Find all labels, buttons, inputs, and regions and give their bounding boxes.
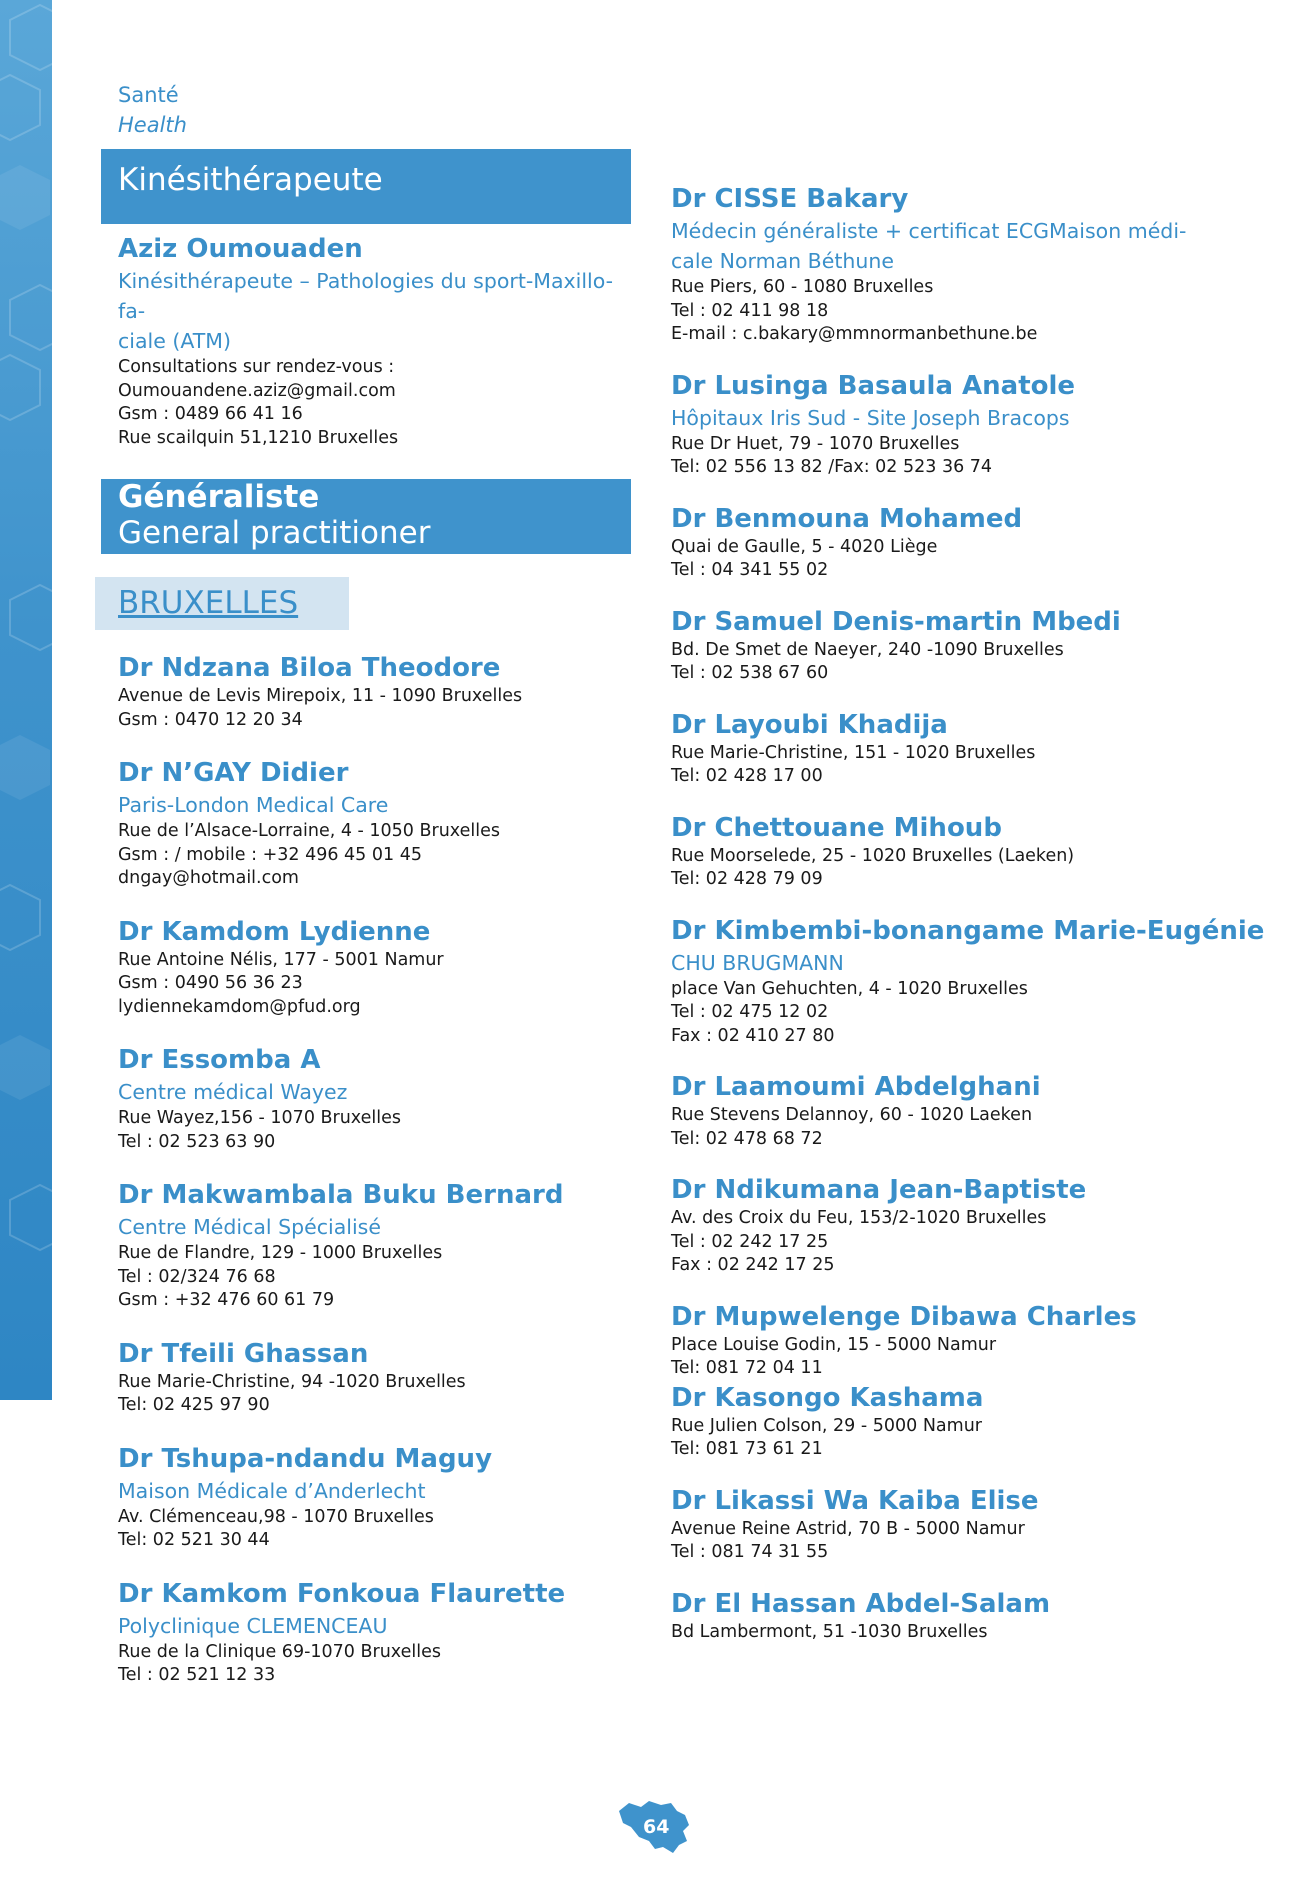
- doctor-name: Dr Tfeili Ghassan: [118, 1338, 369, 1369]
- doctor-contact-line: Rue Moorselede, 25 - 1020 Bruxelles (Laeken): [671, 845, 1075, 866]
- doctor-contact-line: Tel : 02/324 76 68: [118, 1266, 276, 1287]
- section-tag: [118, 80, 187, 140]
- doctor-contact-line: Gsm : 0490 56 36 23: [118, 973, 303, 993]
- doctor-name: Dr Essomba A: [118, 1045, 321, 1075]
- doctor-contact-line: Tel : 081 74 31 55: [671, 1542, 829, 1562]
- doctor-contact-line: Tel : 02 521 12 33: [118, 1665, 276, 1685]
- doctor-name: Dr Tshupa-ndandu Maguy: [118, 1443, 493, 1474]
- page-number: 64: [643, 1816, 670, 1838]
- generalist-section-header: [101, 479, 631, 554]
- kine-entries: [118, 232, 638, 450]
- section-tag-fr: Santé: [118, 83, 179, 107]
- doctor-contact-line: Tel : 02 411 98 18: [671, 300, 829, 321]
- city-tab-label: BRUXELLES: [118, 585, 299, 621]
- doctor-name: Dr Laamoumi Abdelghani: [671, 1072, 1041, 1102]
- doctor-affiliation: Hôpitaux Iris Sud - Site Joseph Bracops: [671, 405, 1070, 430]
- doctor-contact-line: Place Louise Godin, 15 - 5000 Namur: [671, 1334, 997, 1355]
- doctor-entry: [118, 232, 638, 450]
- doctor-contact-line: Gsm : +32 476 60 61 79: [118, 1290, 335, 1310]
- doctor-entry: [671, 1173, 1231, 1278]
- doctor-contact-line: Rue de la Clinique 69-1070 Bruxelles: [118, 1641, 441, 1662]
- doctor-affiliation: Médecin généraliste + certificat ECGMaison médi-: [671, 219, 1187, 243]
- doctor-contact-line: E-mail : c.bakary@mmnormanbethune.be: [671, 324, 1038, 344]
- doctor-entry: [671, 1300, 1231, 1381]
- doctor-contact-line: Av. des Croix du Feu, 153/2-1020 Bruxelles: [671, 1208, 1047, 1228]
- doctor-name: Dr Layoubi Khadija: [671, 709, 948, 740]
- doctor-contact-line: dngay@hotmail.com: [118, 868, 299, 888]
- doctor-contact-line: Avenue Reine Astrid, 70 B - 5000 Namur: [671, 1518, 1025, 1539]
- doctor-name: Dr N’GAY Didier: [118, 758, 349, 788]
- doctor-contact-line: Gsm : / mobile : +32 496 45 01 45: [118, 844, 422, 865]
- doctor-name: Dr Kimbembi-bonangame Marie-Eugénie: [671, 915, 1265, 946]
- doctor-contact-line: Rue Dr Huet, 79 - 1070 Bruxelles: [671, 433, 960, 454]
- doctor-entry: [118, 1577, 638, 1688]
- doctor-entry: [118, 1178, 638, 1313]
- doctor-contact-line: place Van Gehuchten, 4 - 1020 Bruxelles: [671, 978, 1028, 999]
- generalist-title-fr: Généraliste: [118, 479, 320, 515]
- kine-section-title: Kinésithérapeute: [118, 162, 383, 198]
- doctor-contact-line: Tel: 02 428 79 09: [671, 869, 823, 889]
- left-directory-column: [118, 651, 638, 1688]
- doctor-name: Dr Kasongo Kashama: [671, 1382, 984, 1413]
- doctor-contact-line: Gsm : 0489 66 41 16: [118, 404, 303, 424]
- doctor-contact-line: Quai de Gaulle, 5 - 4020 Liège: [671, 536, 938, 557]
- doctor-contact-line: Bd Lambermont, 51 -1030 Bruxelles: [671, 1621, 988, 1642]
- doctor-name: Dr Likassi Wa Kaiba Elise: [671, 1485, 1039, 1516]
- doctor-contact-line: Av. Clémenceau,98 - 1070 Bruxelles: [118, 1506, 434, 1527]
- generalist-title-en: General practitioner: [118, 515, 431, 551]
- doctor-name: Dr Samuel Denis-martin Mbedi: [671, 606, 1121, 637]
- doctor-affiliation: Kinésithérapeute – Pathologies du sport-Maxillo-fa-: [118, 269, 614, 323]
- doctor-contact-line: Tel : 02 523 63 90: [118, 1131, 276, 1152]
- doctor-affiliation: Paris-London Medical Care: [118, 793, 389, 817]
- doctor-name: Dr Ndzana Biloa Theodore: [118, 653, 501, 683]
- doctor-entry: [671, 605, 1231, 686]
- doctor-contact-line: Tel : 02 242 17 25: [671, 1231, 829, 1252]
- doctor-contact-line: Tel: 081 73 61 21: [671, 1439, 823, 1459]
- doctor-contact-line: Bd. De Smet de Naeyer, 240 -1090 Bruxelles: [671, 639, 1064, 660]
- doctor-affiliation: ciale (ATM): [118, 329, 231, 353]
- doctor-name: Dr El Hassan Abdel-Salam: [671, 1588, 1051, 1619]
- doctor-entry: [671, 811, 1231, 892]
- doctor-entry: [671, 1070, 1231, 1151]
- doctor-entry: [671, 369, 1231, 480]
- doctor-contact-line: Rue Marie-Christine, 94 -1020 Bruxelles: [118, 1371, 466, 1392]
- city-tab-bruxelles: [95, 577, 349, 630]
- right-directory-column: [671, 182, 1265, 1644]
- doctor-contact-line: Rue scailquin 51,1210 Bruxelles: [118, 427, 399, 448]
- doctor-contact-line: Gsm : 0470 12 20 34: [118, 709, 303, 730]
- doctor-contact-line: Tel: 02 428 17 00: [671, 766, 823, 786]
- doctor-contact-line: Rue de Flandre, 129 - 1000 Bruxelles: [118, 1243, 443, 1263]
- doctor-contact-line: Tel : 04 341 55 02: [671, 560, 829, 580]
- doctor-name: Dr Benmouna Mohamed: [671, 503, 1023, 534]
- doctor-contact-line: Rue Julien Colson, 29 - 5000 Namur: [671, 1415, 982, 1436]
- doctor-name: Dr Chettouane Mihoub: [671, 812, 1002, 843]
- doctor-contact-line: lydiennekamdom@pfud.org: [118, 996, 361, 1017]
- doctor-name: Dr CISSE Bakary: [671, 184, 909, 214]
- decorative-sidebar: [0, 0, 52, 1400]
- doctor-contact-line: Rue Piers, 60 - 1080 Bruxelles: [671, 277, 934, 297]
- doctor-entry: [671, 182, 1231, 347]
- doctor-entry: [671, 1587, 1231, 1645]
- doctor-contact-line: Consultations sur rendez-vous :: [118, 357, 395, 377]
- doctor-contact-line: Tel: 02 521 30 44: [118, 1530, 270, 1550]
- doctor-contact-line: Avenue de Levis Mirepoix, 11 - 1090 Bruxelles: [118, 686, 523, 706]
- doctor-contact-line: Oumouandene.aziz@gmail.com: [118, 380, 396, 401]
- page-number-badge: [615, 1797, 695, 1853]
- hexagon-pattern-icon: [0, 0, 52, 1400]
- doctor-entry: [118, 651, 638, 732]
- doctor-name: Dr Ndikumana Jean-Baptiste: [671, 1175, 1087, 1205]
- doctor-affiliation: Polyclinique CLEMENCEAU: [118, 1613, 388, 1638]
- doctor-contact-line: Tel: 081 72 04 11: [671, 1358, 823, 1378]
- doctor-contact-line: Fax : 02 242 17 25: [671, 1255, 835, 1275]
- doctor-contact-line: Tel : 02 475 12 02: [671, 1002, 829, 1022]
- doctor-entry: [118, 756, 638, 891]
- doctor-contact-line: Rue Stevens Delannoy, 60 - 1020 Laeken: [671, 1105, 1033, 1125]
- doctor-contact-line: Tel: 02 478 68 72: [671, 1128, 823, 1149]
- doctor-affiliation: CHU BRUGMANN: [671, 950, 844, 975]
- doctor-contact-line: Rue Wayez,156 - 1070 Bruxelles: [118, 1108, 401, 1128]
- doctor-name: Dr Kamdom Lydienne: [118, 916, 431, 947]
- doctor-contact-line: Tel: 02 556 13 82 /Fax: 02 523 36 74: [671, 457, 993, 477]
- doctor-contact-line: Tel : 02 538 67 60: [671, 663, 829, 683]
- doctor-entry: [118, 1043, 638, 1154]
- doctor-name: Dr Kamkom Fonkoua Flaurette: [118, 1578, 566, 1609]
- doctor-affiliation: Maison Médicale d’Anderlecht: [118, 1478, 426, 1503]
- doctor-entry: [671, 1381, 1231, 1462]
- doctor-name: Dr Lusinga Basaula Anatole: [671, 370, 1076, 401]
- doctor-entry: [671, 708, 1231, 789]
- doctor-affiliation: Centre Médical Spécialisé: [118, 1215, 381, 1239]
- doctor-name: Dr Mupwelenge Dibawa Charles: [671, 1301, 1137, 1332]
- doctor-entry: [118, 1442, 638, 1553]
- doctor-contact-line: Rue Marie-Christine, 151 - 1020 Bruxelles: [671, 742, 1036, 763]
- doctor-entry: [118, 1337, 638, 1418]
- doctor-contact-line: Fax : 02 410 27 80: [671, 1025, 835, 1046]
- doctor-entry: [671, 1484, 1231, 1565]
- doctor-affiliation: cale Norman Béthune: [671, 249, 894, 273]
- doctor-contact-line: Tel: 02 425 97 90: [118, 1395, 270, 1415]
- doctor-contact-line: Rue Antoine Nélis, 177 - 5001 Namur: [118, 949, 444, 970]
- doctor-entry: [671, 502, 1231, 583]
- doctor-contact-line: Rue de l’Alsace-Lorraine, 4 - 1050 Bruxelles: [118, 821, 500, 841]
- doctor-name: Aziz Oumouaden: [118, 234, 363, 264]
- doctor-affiliation: Centre médical Wayez: [118, 1080, 348, 1104]
- kine-section-header: [101, 149, 631, 224]
- doctor-entry: [118, 915, 638, 1020]
- section-tag-en: Health: [118, 113, 187, 137]
- doctor-name: Dr Makwambala Buku Bernard: [118, 1180, 564, 1210]
- doctor-entry: [671, 914, 1265, 1049]
